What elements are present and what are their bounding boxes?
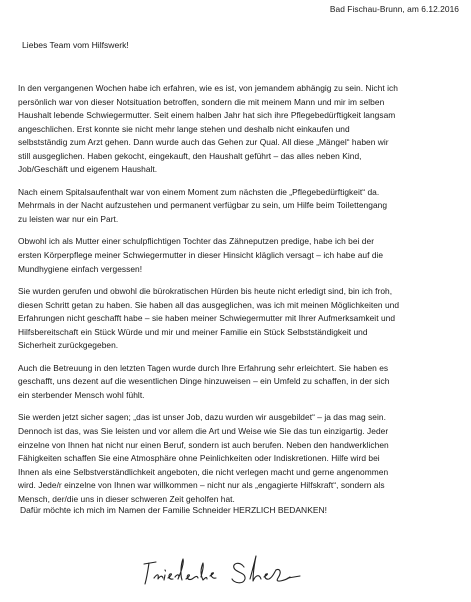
handwritten-signature bbox=[140, 548, 340, 590]
text-line: einzelne von Ihnen hat nicht nur einen Beruf, sondern ist auch berufen. Neben den handwerklichen bbox=[18, 439, 389, 450]
paragraph bbox=[18, 411, 458, 506]
text-line: still ausgeglichen. Haben gekocht, eingekauft, den Haushalt geführt – das alles neben Kind, bbox=[18, 150, 362, 161]
paragraph bbox=[18, 362, 458, 403]
text-line: Obwohl ich als Mutter einer schulpflichtigen Tochter das Zähneputzen predige, habe ich bei der bbox=[18, 236, 375, 247]
text-line: Job/Geschäft und eigenem Haushalt. bbox=[18, 164, 158, 175]
text-line: Fähigkeiten schaffen Sie eine Atmosphäre ohne Peinlichkeiten oder Indiskretionen. Hilfe wird bei bbox=[18, 453, 380, 464]
text-line: geschafft, uns dezent auf die wesentlichen Dinge hinzuweisen – ein Umfeld zu schaffen, in der sich bbox=[18, 376, 390, 387]
text-line: Hilfsbereitschaft ein Stück Würde und mir und meiner Familie ein Stück Selbstständigkeit und bbox=[18, 326, 368, 337]
text-line: diesen Schritt getan zu haben. Sie haben all das ausgeglichen, was ich mit meinen Möglichkeiten und bbox=[18, 299, 400, 310]
text-line: Haushalt lebende Schwiegermutter. Seit einem halben Jahr hat sich ihre Pflegebedürftigkeit langsam bbox=[18, 110, 396, 121]
text-line: Mensch, der/die uns in dieser schweren Zeit geholfen hat. bbox=[18, 493, 235, 504]
text-line: Sicherheit zurückgegeben. bbox=[18, 340, 119, 351]
letter-body bbox=[18, 82, 458, 515]
text-line: Mundhygiene einfach vergessen! bbox=[18, 263, 143, 274]
closing-line: Dafür möchte ich mich im Namen der Familie Schneider HERZLICH BEDANKEN! bbox=[20, 505, 328, 515]
text-line: ein sterbender Mensch wohl fühlt. bbox=[18, 389, 145, 400]
text-line: Erfahrungen nicht geschafft habe – sie haben meiner Schwiegermutter mit Ihrer Aufmerksamkeit und bbox=[18, 313, 396, 324]
text-line: In den vergangenen Wochen habe ich erfahren, wie es ist, von jemandem abhängig zu sein. Nicht ich bbox=[18, 83, 398, 93]
text-line: ersten Körperpflege meiner Schwiegermutter in dieser Hinsicht kläglich versagt – ich habe auf die bbox=[18, 250, 384, 261]
text-line: Nach einem Spitalsaufenthalt war von einem Moment zum nächsten die „Pflegebedürftigkeit“ da. bbox=[18, 186, 380, 197]
text-line: Sie werden jetzt sicher sagen; „das ist unser Job, dazu wurden wir ausgebildet“ – ja das mag sein. bbox=[18, 412, 386, 423]
text-line: persönlich war von dieser Notsituation betroffen, sondern die mit meinem Mann und mir im selben bbox=[18, 96, 385, 107]
text-line: Auch die Betreuung in den letzten Tagen wurde durch Ihre Erfahrung sehr erleichtert. Sie haben es bbox=[18, 362, 389, 373]
text-line: angeschlichen. Erst konnte sie nicht mehr lange stehen und deshalb nicht einkaufen und bbox=[18, 123, 350, 134]
text-line: zu leisten war nur ein Part. bbox=[18, 213, 119, 224]
text-line: Mehrmals in der Nacht aufzustehen und permanent verfügbar zu sein, um Hilfe beim Toilettengang bbox=[18, 200, 388, 211]
text-line: Dennoch ist das, was Sie leisten und vor allem die Art und Weise wie Sie das tun einzigartig. Jeder bbox=[18, 426, 389, 437]
paragraph bbox=[18, 82, 458, 177]
paragraph bbox=[18, 285, 458, 353]
paragraph bbox=[18, 235, 458, 276]
paragraph bbox=[18, 186, 458, 227]
text-line: Ihnen als eine Selbstverständlichkeit angeboten, die nicht verlegen macht und gerne angenommen bbox=[18, 466, 389, 477]
salutation: Liebes Team vom Hilfswerk! bbox=[22, 40, 129, 50]
place-date: Bad Fischau-Brunn, am 6.12.2016 bbox=[329, 4, 459, 14]
text-line: wird. Jede/r einzelne von Ihnen war willkommen – nicht nur als „engagierte Hilfskraft“, sondern als bbox=[18, 480, 385, 491]
text-line: Sie wurden gerufen und obwohl die bürokratischen Hürden bis heute nicht erledigt sind, bin ich froh, bbox=[18, 286, 393, 297]
text-line: selbstständig zum Arzt gehen. Dann wurde auch das Gehen zur Qual. All diese „Mängel“ haben wir bbox=[18, 137, 389, 148]
